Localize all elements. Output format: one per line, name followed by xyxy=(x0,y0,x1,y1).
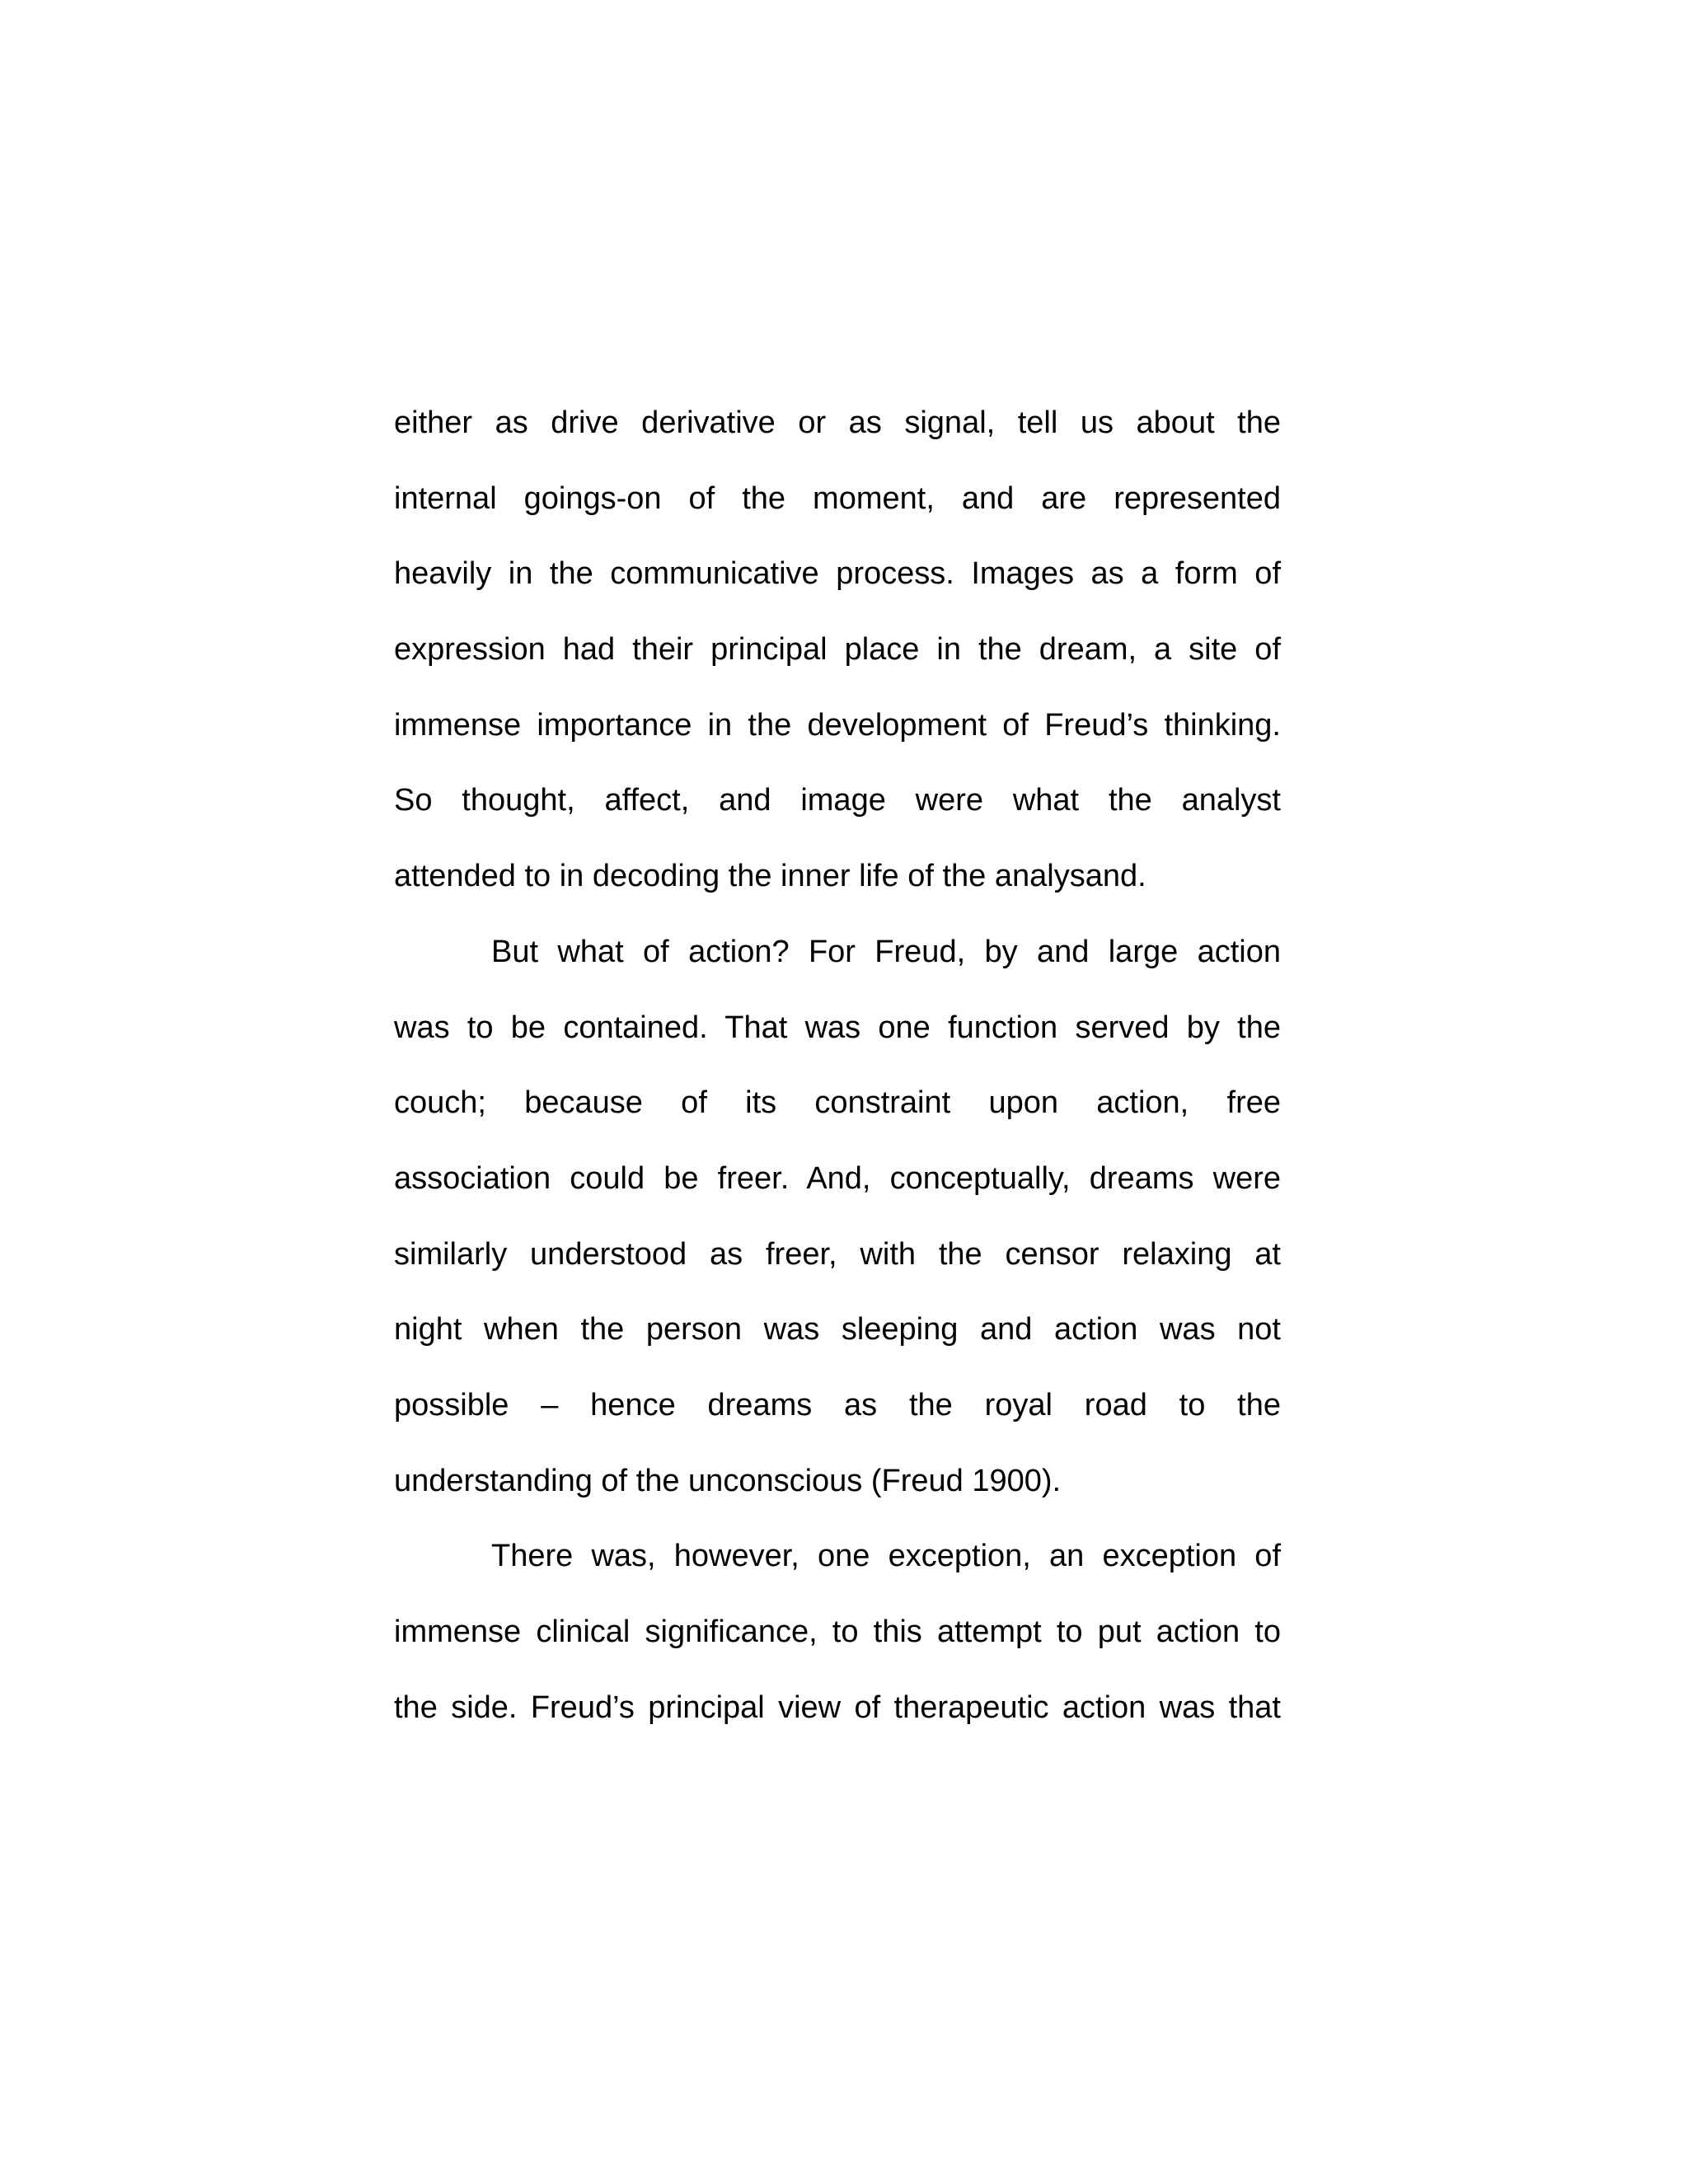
text-line: either as drive derivative or as signal, tell us about the xyxy=(394,405,1281,440)
text-line: couch; because of its constraint upon action, free xyxy=(394,1085,1281,1121)
text-line: association could be freer. And, conceptually, dreams were xyxy=(394,1160,1281,1196)
text-line: possible – hence dreams as the royal road to the xyxy=(394,1387,1281,1422)
text-line: immense importance in the development of Freud’s thinking. xyxy=(394,707,1281,743)
paragraph-first-line: But what of action? For Freud, by and large action xyxy=(491,934,1281,969)
text-line: was to be contained. That was one function served by the xyxy=(394,1010,1281,1045)
text-line: internal goings-on of the moment, and are represented xyxy=(394,480,1281,516)
text-line: heavily in the communicative process. Images as a form of xyxy=(394,556,1281,592)
text-line: So thought, affect, and image were what the analyst xyxy=(394,783,1281,818)
text-line: expression had their principal place in the dream, a site of xyxy=(394,632,1281,668)
text-line: attended to in decoding the inner life of the analysand. xyxy=(394,859,1146,894)
body-text xyxy=(394,386,1281,1746)
paragraph-first-line: There was, however, one exception, an exception of xyxy=(491,1539,1281,1574)
text-line: night when the person was sleeping and action was not xyxy=(394,1312,1281,1347)
text-line: the side. Freud’s principal view of therapeutic action was that xyxy=(394,1690,1281,1725)
text-line: immense clinical significance, to this attempt to put action to xyxy=(394,1615,1281,1649)
text-line: similarly understood as freer, with the censor relaxing at xyxy=(394,1236,1281,1272)
text-line: understanding of the unconscious (Freud 1900). xyxy=(394,1463,1062,1498)
